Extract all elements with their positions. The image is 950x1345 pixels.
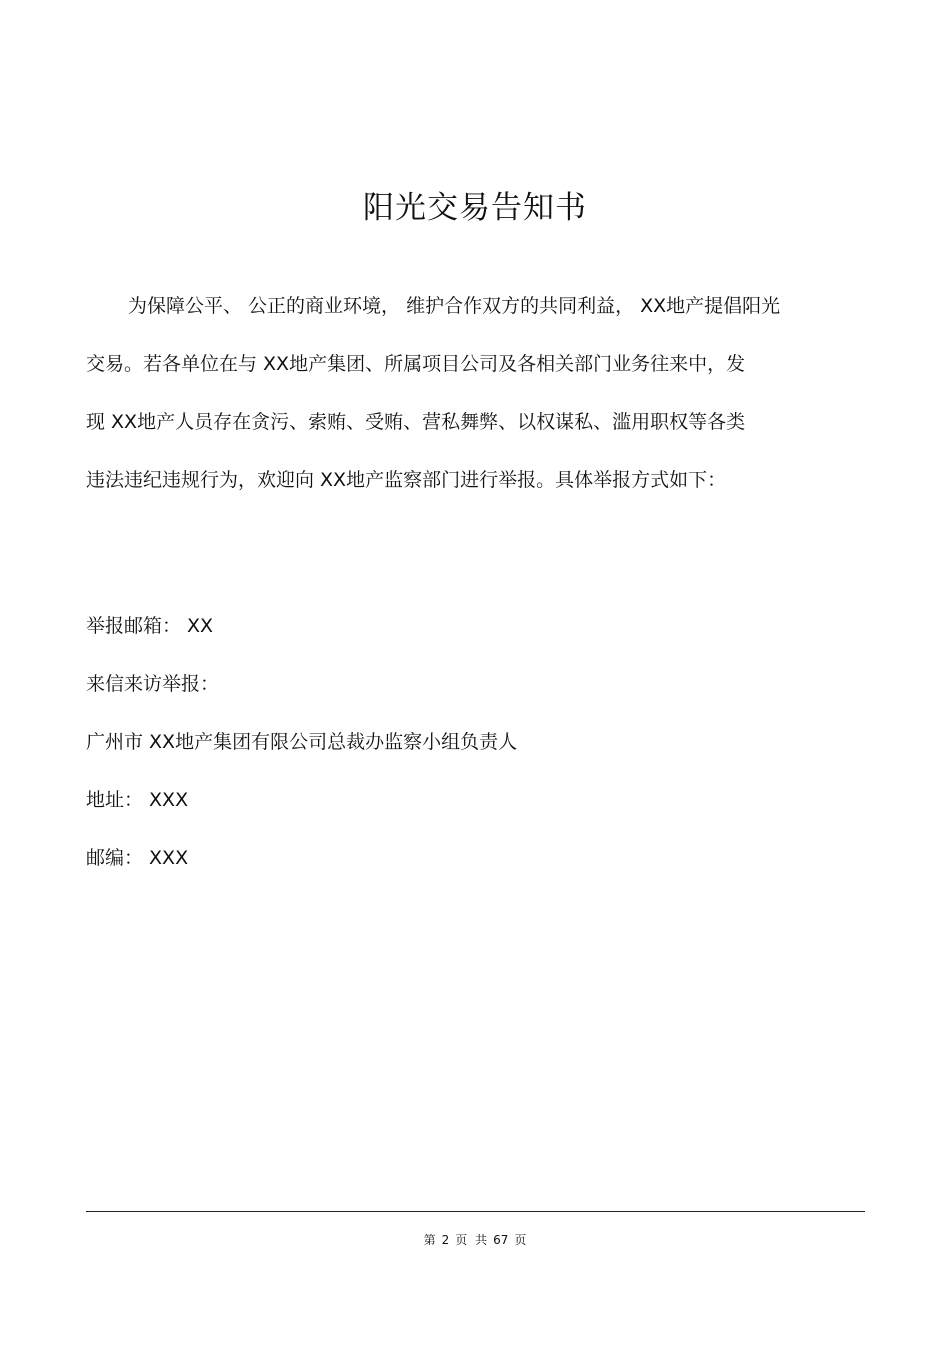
report-visit-line: 来信来访举报： [86, 673, 220, 695]
report-address-line: 地址： XXX [86, 789, 189, 811]
paragraph-line-2: 交易。若各单位在与 XX地产集团、所属项目公司及各相关部门业务往来中，发 [86, 353, 746, 375]
footer-suffix: 页 [514, 1233, 527, 1247]
document-title: 阳光交易告知书 [363, 190, 587, 226]
footer-total-pages: 67 [493, 1233, 509, 1247]
footer-current-page: 2 [441, 1233, 450, 1247]
report-email-line: 举报邮箱： XX [86, 615, 214, 637]
report-postcode-line: 邮编： XXX [86, 847, 189, 869]
footer-prefix: 第 [423, 1233, 436, 1247]
footer-divider [86, 1211, 865, 1212]
page-footer [0, 1231, 950, 1248]
paragraph-line-3: 现 XX地产人员存在贪污、索贿、受贿、营私舞弊、以权谋私、滥用职权等各类 [86, 411, 746, 433]
report-recipient-line: 广州市 XX地产集团有限公司总裁办监察小组负责人 [86, 731, 518, 753]
paragraph-line-4: 违法违纪违规行为，欢迎向 XX地产监察部门进行举报。具体举报方式如下： [86, 469, 727, 491]
footer-mid: 页 共 [455, 1233, 488, 1247]
paragraph-line-1: 为保障公平、 公正的商业环境， 维护合作双方的共同利益， XX地产提倡阳光 [128, 295, 781, 317]
